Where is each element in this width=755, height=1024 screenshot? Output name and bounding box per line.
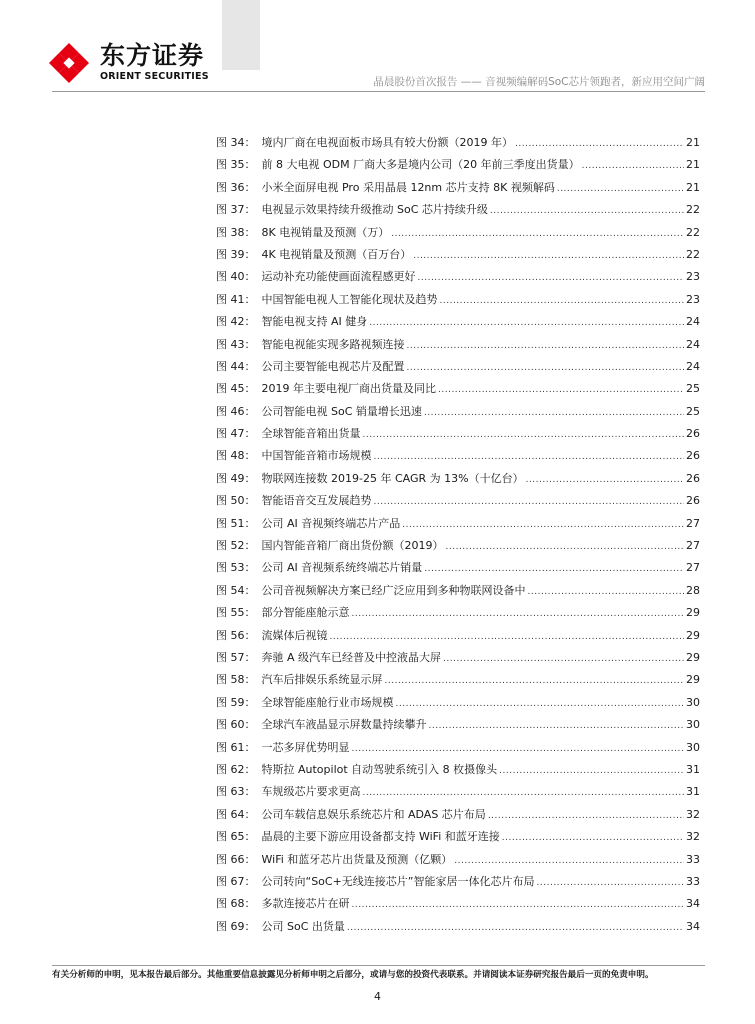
- toc-page-number: 32: [686, 807, 700, 821]
- toc-page-number: 22: [686, 225, 700, 239]
- toc-figure-title: 运动补充功能使画面流程感更好: [261, 270, 416, 284]
- toc-page-number: 23: [686, 270, 700, 284]
- company-logo: [48, 42, 208, 84]
- toc-figure-title: 多款连接芯片在研: [261, 897, 350, 911]
- toc-leader-dots: [488, 811, 684, 821]
- toc-page-number: 24: [686, 315, 700, 329]
- toc-leader-dots: [582, 161, 684, 171]
- toc-entry[interactable]: [216, 515, 700, 537]
- toc-figure-title: 公司车载信息娱乐系统芯片和 ADAS 芯片布局: [261, 807, 486, 821]
- toc-leader-dots: [490, 206, 684, 216]
- toc-entry[interactable]: [216, 671, 700, 693]
- toc-figure-number: 图 34：: [216, 136, 256, 149]
- toc-figure-number: 图 37：: [216, 203, 256, 217]
- toc-figure-title: 部分智能座舱示意: [261, 606, 350, 620]
- toc-entry[interactable]: [216, 851, 700, 873]
- toc-entry[interactable]: [216, 806, 700, 828]
- toc-entry[interactable]: [216, 716, 700, 738]
- toc-leader-dots: [454, 856, 684, 866]
- footer-divider: [52, 965, 705, 966]
- toc-figure-title: 小米全面屏电视 Pro 采用晶晨 12nm 芯片支持 8K 视频解码: [261, 180, 555, 194]
- toc-figure-title: 汽车后排娱乐系统显示屏: [261, 673, 383, 687]
- toc-leader-dots: [396, 699, 685, 709]
- toc-entry[interactable]: [216, 246, 700, 268]
- toc-entry[interactable]: [216, 380, 700, 402]
- report-subtitle: 晶晨股份首次报告 —— 音视频编解码SoC芯片领跑者，新应用空间广阔: [373, 76, 705, 88]
- toc-entry[interactable]: [216, 470, 700, 492]
- logo-english-text: ORIENT SECURITIES: [100, 71, 209, 82]
- toc-figure-number: 图 59：: [216, 695, 256, 709]
- toc-figure-title: 4K 电视销量及预测（百万台）: [261, 247, 412, 261]
- toc-figure-title: 国内智能音箱厂商出货份额（2019）: [261, 539, 444, 553]
- footer-disclaimer: 有关分析师的申明，见本报告最后部分。其他重要信息披露见分析师申明之后部分，或请与您的投资代表联系。并请阅读本证券研究报告最后一页的免责申明。: [52, 970, 654, 980]
- toc-figure-title: 公司 AI 音视频系统终端芯片销量: [261, 561, 423, 575]
- toc-figure-title: 公司 AI 音视频终端芯片产品: [261, 516, 401, 530]
- toc-figure-title: 公司音视频解决方案已经广泛应用到多种物联网设备中: [261, 583, 526, 597]
- toc-figure-title: 一芯多屏优势明显: [261, 740, 350, 754]
- toc-figure-number: 图 67：: [216, 874, 256, 888]
- toc-page-number: 27: [686, 561, 700, 575]
- toc-entry[interactable]: [216, 582, 700, 604]
- toc-leader-dots: [429, 721, 685, 731]
- toc-page-number: 28: [686, 583, 700, 597]
- toc-figure-number: 图 39：: [216, 247, 256, 261]
- toc-page-number: 29: [686, 650, 700, 664]
- toc-page-number: 33: [686, 874, 700, 888]
- toc-entry[interactable]: [216, 179, 700, 201]
- toc-figure-title: 8K 电视销量及预测（万）: [261, 225, 390, 239]
- toc-figure-number: 图 56：: [216, 628, 256, 642]
- toc-page-number: 31: [686, 785, 700, 799]
- toc-figure-title: 全球智能音箱出货量: [261, 427, 361, 441]
- toc-page-number: 26: [686, 471, 700, 485]
- toc-figure-title: 中国智能音箱市场规模: [261, 449, 372, 463]
- toc-figure-number: 图 64：: [216, 807, 256, 821]
- toc-entry[interactable]: [216, 403, 700, 425]
- toc-entry[interactable]: [216, 537, 700, 559]
- toc-figure-number: 图 38：: [216, 225, 256, 239]
- toc-page-number: 25: [686, 382, 700, 396]
- toc-entry[interactable]: [216, 627, 700, 649]
- toc-leader-dots: [528, 587, 685, 597]
- toc-figure-number: 图 54：: [216, 583, 256, 597]
- toc-page-number: 23: [686, 292, 700, 306]
- toc-figure-number: 图 57：: [216, 650, 256, 664]
- toc-figure-title: 晶晨的主要下游应用设备都支持 WiFi 和蓝牙连接: [261, 830, 500, 844]
- toc-figure-number: 图 58：: [216, 673, 256, 687]
- toc-figure-number: 图 63：: [216, 785, 256, 799]
- logo-chinese-text: 东方证券: [100, 41, 205, 70]
- toc-figure-title: 流媒体后视镜: [261, 628, 328, 642]
- toc-page-number: 32: [686, 830, 700, 844]
- toc-figure-number: 图 61：: [216, 740, 256, 754]
- toc-leader-dots: [402, 520, 684, 530]
- toc-figure-title: 车规级芯片要求更高: [261, 785, 361, 799]
- toc-figure-title: 全球汽车液晶显示屏数量持续攀升: [261, 718, 427, 732]
- toc-page-number: 21: [686, 180, 700, 194]
- toc-entry[interactable]: [216, 201, 700, 223]
- toc-page-number: 24: [686, 337, 700, 351]
- toc-entry[interactable]: [216, 134, 700, 156]
- toc-figure-number: 图 36：: [216, 180, 256, 194]
- page-number: 4: [374, 990, 381, 1003]
- toc-leader-dots: [374, 497, 685, 507]
- toc-page-number: 29: [686, 606, 700, 620]
- toc-entry[interactable]: [216, 694, 700, 716]
- toc-figure-number: 图 52：: [216, 539, 256, 553]
- toc-page-number: 30: [686, 718, 700, 732]
- toc-figure-title: 智能电视支持 AI 健身: [261, 315, 368, 329]
- toc-entry[interactable]: [216, 895, 700, 917]
- toc-leader-dots: [352, 900, 685, 910]
- toc-leader-dots: [374, 452, 685, 462]
- toc-leader-dots: [502, 833, 684, 843]
- toc-leader-dots: [369, 318, 684, 328]
- toc-leader-dots: [537, 878, 684, 888]
- toc-figure-title: 公司主要智能电视芯片及配置: [261, 359, 405, 373]
- toc-leader-dots: [347, 923, 684, 933]
- toc-page-number: 30: [686, 695, 700, 709]
- toc-figure-title: 公司 SoC 出货量: [261, 919, 345, 933]
- toc-figure-number: 图 43：: [216, 337, 256, 351]
- toc-page-number: 26: [686, 494, 700, 508]
- toc-entry[interactable]: [216, 291, 700, 313]
- toc-leader-dots: [352, 744, 685, 754]
- toc-leader-dots: [407, 363, 685, 373]
- toc-leader-dots: [499, 766, 684, 776]
- toc-figure-number: 图 35：: [216, 158, 256, 172]
- toc-figure-title: 公司转向“SoC+无线连接芯片”智能家居一体化芯片布局: [261, 874, 535, 888]
- toc-entry[interactable]: [216, 649, 700, 671]
- toc-entry[interactable]: [216, 559, 700, 581]
- toc-page-number: 24: [686, 359, 700, 373]
- toc-page-number: 30: [686, 740, 700, 754]
- toc-leader-dots: [330, 632, 685, 642]
- toc-leader-dots: [385, 676, 685, 686]
- toc-entry[interactable]: [216, 492, 700, 514]
- header-decor-band: [222, 0, 260, 70]
- toc-page-number: 27: [686, 516, 700, 530]
- figure-list: [216, 134, 700, 940]
- toc-figure-title: 智能电视能实现多路视频连接: [261, 337, 405, 351]
- toc-leader-dots: [424, 408, 684, 418]
- toc-page-number: 29: [686, 628, 700, 642]
- toc-page-number: 21: [686, 158, 700, 172]
- toc-leader-dots: [363, 430, 685, 440]
- toc-leader-dots: [526, 475, 684, 485]
- toc-entry[interactable]: [216, 336, 700, 358]
- toc-leader-dots: [515, 139, 684, 149]
- toc-figure-number: 图 69：: [216, 919, 256, 933]
- toc-page-number: 26: [686, 427, 700, 441]
- toc-figure-title: 境内厂商在电视面板市场具有较大份额（2019 年）: [261, 136, 513, 149]
- header-divider: [52, 91, 705, 92]
- toc-entry[interactable]: [216, 156, 700, 178]
- toc-figure-title: 奔驰 A 级汽车已经普及中控液晶大屏: [261, 650, 442, 664]
- toc-leader-dots: [363, 788, 685, 798]
- toc-entry[interactable]: [216, 828, 700, 850]
- toc-figure-title: 智能语音交互发展趋势: [261, 494, 372, 508]
- toc-figure-number: 图 45：: [216, 382, 256, 396]
- toc-entry[interactable]: [216, 918, 700, 940]
- toc-leader-dots: [443, 654, 684, 664]
- toc-figure-number: 图 68：: [216, 897, 256, 911]
- toc-leader-dots: [407, 341, 685, 351]
- toc-leader-dots: [352, 609, 685, 619]
- toc-figure-number: 图 50：: [216, 494, 256, 508]
- toc-figure-number: 图 51：: [216, 516, 256, 530]
- toc-figure-number: 图 44：: [216, 359, 256, 373]
- toc-page-number: 21: [686, 136, 700, 149]
- toc-entry[interactable]: [216, 873, 700, 895]
- toc-figure-number: 图 66：: [216, 852, 256, 866]
- toc-entry[interactable]: [216, 313, 700, 335]
- toc-figure-number: 图 41：: [216, 292, 256, 306]
- toc-leader-dots: [391, 229, 684, 239]
- toc-leader-dots: [557, 184, 684, 194]
- toc-entry[interactable]: [216, 425, 700, 447]
- toc-leader-dots: [424, 564, 684, 574]
- toc-leader-dots: [440, 296, 685, 306]
- toc-figure-number: 图 40：: [216, 270, 256, 284]
- orient-securities-logo-icon: [48, 42, 90, 84]
- toc-figure-number: 图 48：: [216, 449, 256, 463]
- toc-figure-title: 物联网连接数 2019-25 年 CAGR 为 13%（十亿台）: [261, 471, 524, 485]
- toc-leader-dots: [413, 251, 684, 261]
- toc-entry[interactable]: [216, 447, 700, 469]
- toc-figure-number: 图 46：: [216, 404, 256, 418]
- toc-page-number: 31: [686, 762, 700, 776]
- toc-page-number: 34: [686, 897, 700, 911]
- toc-figure-title: WiFi 和蓝牙芯片出货量及预测（亿颗）: [261, 852, 453, 866]
- toc-entry[interactable]: [216, 224, 700, 246]
- toc-page-number: 34: [686, 919, 700, 933]
- toc-figure-number: 图 42：: [216, 315, 256, 329]
- toc-figure-number: 图 55：: [216, 606, 256, 620]
- toc-figure-title: 特斯拉 Autopilot 自动驾驶系统引入 8 枚摄像头: [261, 762, 498, 776]
- toc-figure-number: 图 53：: [216, 561, 256, 575]
- toc-leader-dots: [418, 273, 685, 283]
- toc-figure-number: 图 60：: [216, 718, 256, 732]
- toc-figure-title: 电视显示效果持续升级推动 SoC 芯片持续升级: [261, 203, 488, 217]
- toc-page-number: 26: [686, 449, 700, 463]
- toc-figure-title: 中国智能电视人工智能化现状及趋势: [261, 292, 438, 306]
- toc-entry[interactable]: [216, 739, 700, 761]
- toc-figure-title: 公司智能电视 SoC 销量增长迅速: [261, 404, 422, 418]
- toc-entry[interactable]: [216, 358, 700, 380]
- toc-page-number: 25: [686, 404, 700, 418]
- toc-page-number: 27: [686, 539, 700, 553]
- toc-entry[interactable]: [216, 783, 700, 805]
- toc-figure-number: 图 47：: [216, 427, 256, 441]
- toc-figure-number: 图 65：: [216, 830, 256, 844]
- toc-page-number: 33: [686, 852, 700, 866]
- toc-figure-title: 前 8 大电视 ODM 厂商大多是境内公司（20 年前三季度出货量）: [261, 158, 580, 172]
- toc-leader-dots: [438, 385, 684, 395]
- toc-figure-title: 2019 年主要电视厂商出货量及同比: [261, 382, 436, 396]
- toc-entry[interactable]: [216, 761, 700, 783]
- toc-figure-title: 全球智能座舱行业市场规模: [261, 695, 394, 709]
- toc-entry[interactable]: [216, 268, 700, 290]
- toc-figure-number: 图 49：: [216, 471, 256, 485]
- toc-page-number: 29: [686, 673, 700, 687]
- toc-entry[interactable]: [216, 604, 700, 626]
- toc-page-number: 22: [686, 247, 700, 261]
- toc-leader-dots: [446, 542, 685, 552]
- toc-figure-number: 图 62：: [216, 762, 256, 776]
- toc-page-number: 22: [686, 203, 700, 217]
